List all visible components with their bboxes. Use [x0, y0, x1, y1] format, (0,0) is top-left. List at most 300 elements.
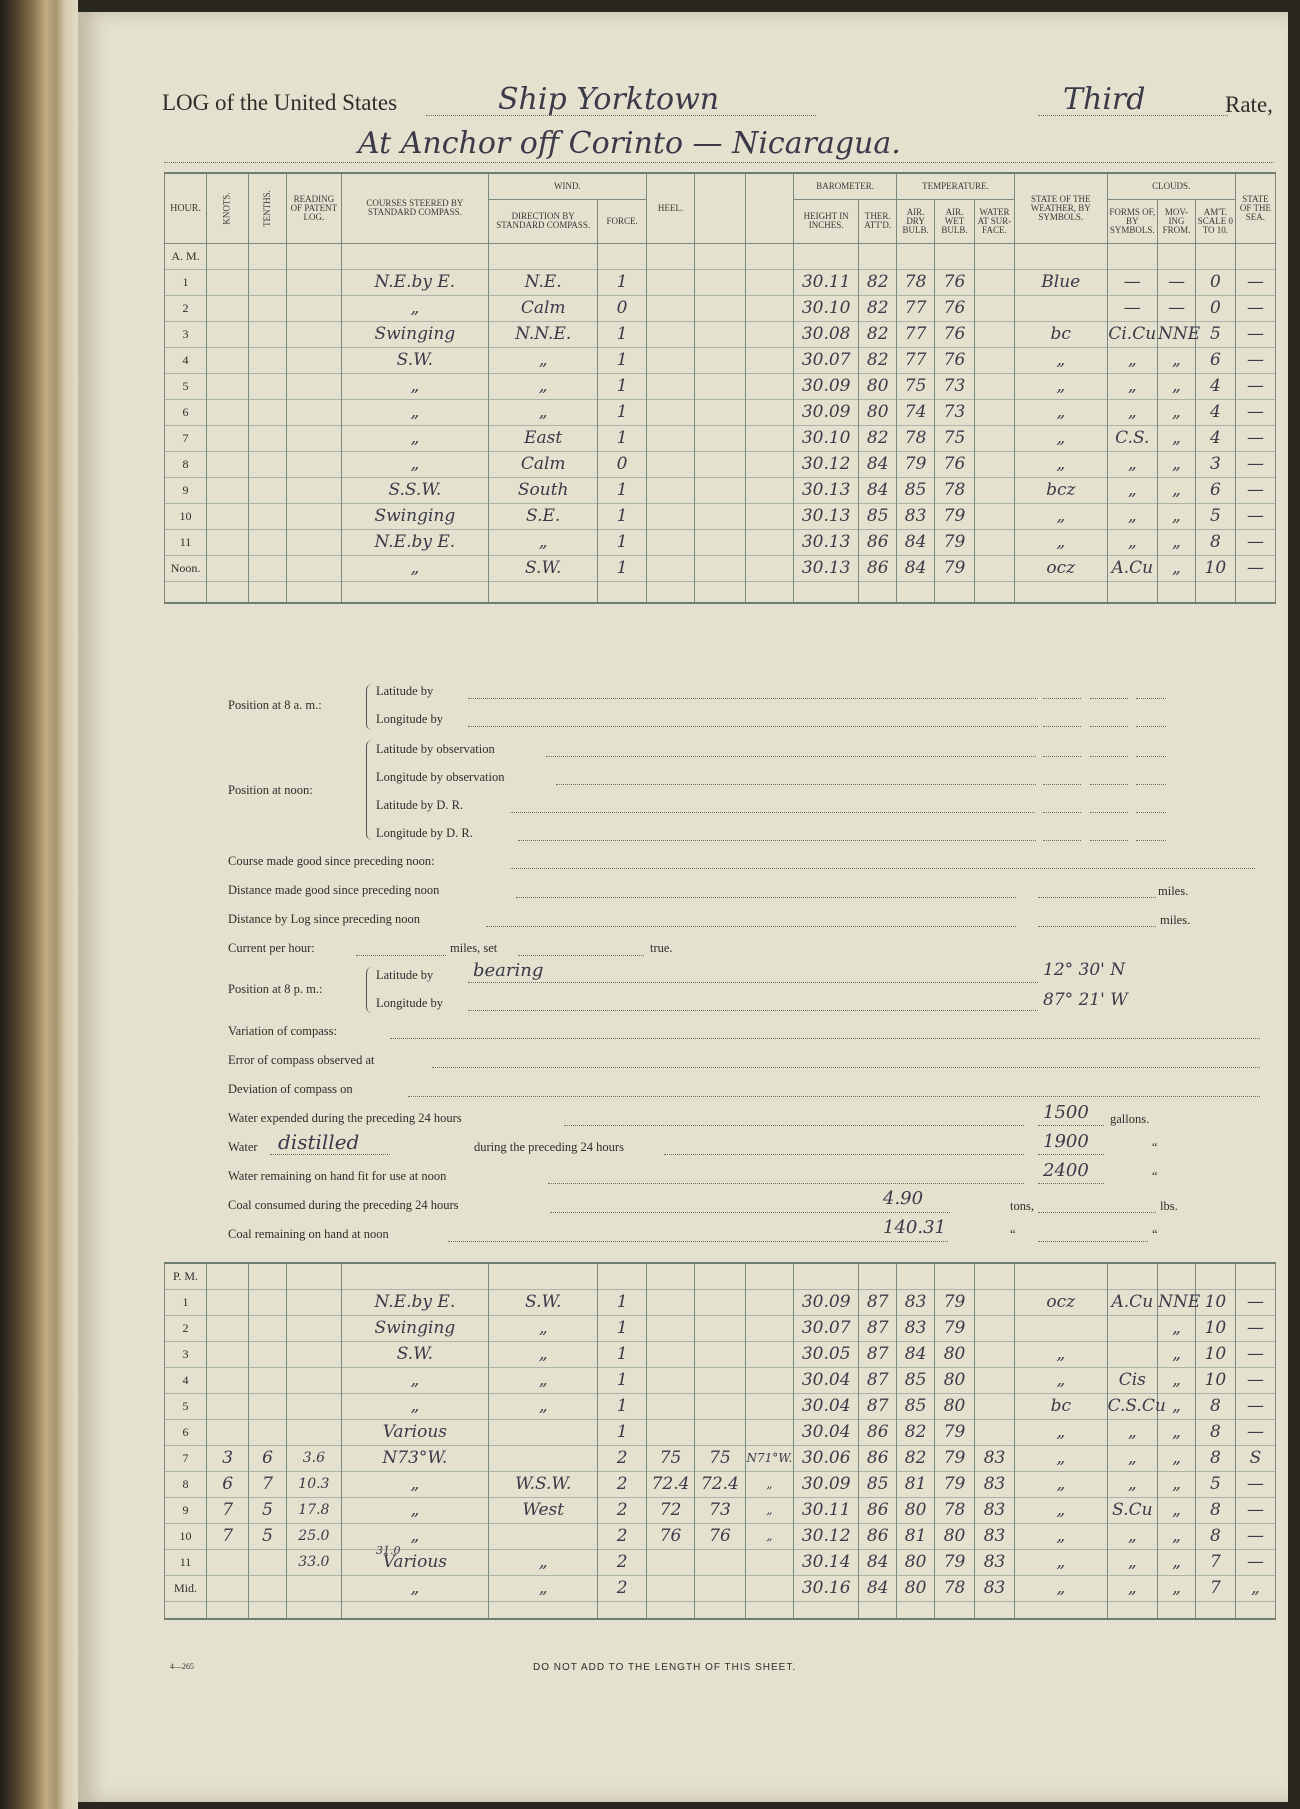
am-force-cell: 1: [598, 269, 646, 295]
pos-lat-8pm-value: 12° 30' N: [1043, 960, 1126, 980]
pm-ther-cell: 86: [859, 1523, 897, 1549]
pm-dry-cell: 85: [897, 1367, 935, 1393]
pm-weather-cell: „: [1015, 1445, 1108, 1471]
dotted-line: [556, 784, 1036, 785]
am-forms-cell: „: [1107, 373, 1157, 399]
am-log-table: [164, 172, 1276, 604]
pm-log-cell: [287, 1419, 342, 1445]
empty-cell: [249, 269, 287, 295]
empty-cell: [646, 269, 694, 295]
pm-h3-cell: [745, 1575, 793, 1601]
am-wind-cell: Calm: [488, 451, 597, 477]
pm-weather-cell: „: [1015, 1549, 1108, 1575]
pm-water-cell: [975, 1289, 1015, 1315]
am-bar-cell: 30.07: [794, 347, 859, 373]
pm-hour-cell: 2: [165, 1315, 207, 1341]
minute-blank: [1090, 726, 1128, 727]
degree-blank: [1043, 756, 1081, 757]
pm-dry-cell: 82: [897, 1445, 935, 1471]
am-forms-cell: —: [1107, 295, 1157, 321]
pos-course-good: Course made good since preceding noon:: [228, 854, 435, 868]
pm-tenths-cell: 5: [249, 1523, 287, 1549]
pm-force-cell: 2: [598, 1575, 646, 1601]
am-dry-cell: 78: [897, 425, 935, 451]
am-moving-cell: NNE: [1158, 321, 1196, 347]
pm-bar-cell: 30.04: [794, 1367, 859, 1393]
pm-dry-cell: 84: [897, 1341, 935, 1367]
pm-force-cell: 1: [598, 1419, 646, 1445]
pm-forms-cell: „: [1107, 1445, 1158, 1471]
pos-error: Error of compass observed at: [228, 1053, 375, 1067]
pos-long-dr: Longitude by D. R.: [376, 826, 473, 840]
pm-forms-cell: [1107, 1315, 1158, 1341]
am-ther-cell: 82: [859, 425, 897, 451]
am-sea-cell: —: [1235, 399, 1275, 425]
pm-course-cell: Various: [341, 1549, 488, 1575]
degree-blank: [1043, 784, 1081, 785]
pm-h1-cell: 72.4: [646, 1471, 694, 1497]
am-sea-cell: —: [1235, 425, 1275, 451]
dotted-line: [408, 1096, 1260, 1097]
pos-long-by: Longitude by: [376, 996, 444, 1010]
pm-amount-cell: 8: [1195, 1393, 1235, 1419]
pm-log-cell: 17.8: [287, 1497, 342, 1523]
pm-log-cell: 3.6: [287, 1445, 342, 1471]
am-wind-cell: Calm: [488, 295, 597, 321]
empty-cell: [249, 503, 287, 529]
am-wet-cell: 73: [935, 399, 975, 425]
empty-cell: [249, 425, 287, 451]
pm-amount-cell: 8: [1195, 1497, 1235, 1523]
am-bar-cell: 30.10: [794, 425, 859, 451]
empty-cell: [695, 503, 745, 529]
empty-cell: [287, 321, 342, 347]
empty-cell: [695, 477, 745, 503]
bracket: [366, 684, 373, 730]
am-wind-cell: East: [488, 425, 597, 451]
am-wind-cell: N.E.: [488, 269, 597, 295]
pos-long-by: Longitude by: [376, 712, 444, 726]
am-row: [165, 555, 1276, 581]
am-weather-cell: „: [1014, 425, 1107, 451]
pm-bar-cell: 30.14: [794, 1549, 859, 1575]
pm-log-cell: 10.3: [287, 1471, 342, 1497]
pm-h1-cell: [646, 1393, 694, 1419]
pm-h3-cell: [745, 1393, 793, 1419]
am-course-cell: „: [341, 295, 488, 321]
am-weather-cell: „: [1014, 451, 1107, 477]
am-force-cell: 1: [598, 373, 646, 399]
pos-coal-remaining: Coal remaining on hand at noon: [228, 1227, 389, 1241]
pm-weather-cell: „: [1015, 1497, 1108, 1523]
pm-hour-cell: 6: [165, 1419, 207, 1445]
col-sea: STATE OF THE SEA.: [1235, 173, 1275, 243]
pm-h2-cell: [695, 1393, 746, 1419]
am-forms-cell: Ci.Cu: [1107, 321, 1157, 347]
pm-wet-cell: 79: [935, 1549, 975, 1575]
am-amount-cell: 0: [1195, 269, 1235, 295]
pm-h2-cell: [695, 1549, 746, 1575]
pm-wet-cell: 79: [935, 1419, 975, 1445]
dotted-line: [518, 955, 644, 956]
am-weather-cell: [1014, 295, 1107, 321]
am-row: [165, 503, 1276, 529]
pm-dry-cell: 82: [897, 1419, 935, 1445]
am-force-cell: 0: [598, 295, 646, 321]
col-cloud-amount: AM'T. SCALE 0 TO 10.: [1195, 199, 1235, 243]
pm-moving-cell: „: [1158, 1315, 1196, 1341]
am-weather-cell: Blue: [1014, 269, 1107, 295]
am-hour-cell: 9: [165, 477, 207, 503]
pm-moving-cell: „: [1158, 1393, 1196, 1419]
am-row: [165, 269, 1276, 295]
empty-cell: [249, 451, 287, 477]
pm-h3-cell: [745, 1315, 793, 1341]
col-weather: STATE OF THE WEATHER, BY SYMBOLS.: [1014, 173, 1107, 243]
am-amount-cell: 6: [1195, 347, 1235, 373]
empty-cell: [695, 373, 745, 399]
pm-sea-cell: —: [1235, 1523, 1275, 1549]
am-bar-cell: 30.13: [794, 503, 859, 529]
am-amount-cell: 0: [1195, 295, 1235, 321]
pm-knots-cell: [207, 1393, 249, 1419]
pm-h1-cell: [646, 1367, 694, 1393]
am-forms-cell: „: [1107, 399, 1157, 425]
pm-h1-cell: 76: [646, 1523, 694, 1549]
empty-cell: [207, 295, 249, 321]
pm-course-cell: N.E.by E.: [341, 1289, 488, 1315]
empty-cell: [646, 477, 694, 503]
pos-lat-8pm-method: bearing: [473, 960, 544, 981]
pm-force-cell: 2: [598, 1471, 646, 1497]
empty-cell: [695, 529, 745, 555]
am-dry-cell: 85: [897, 477, 935, 503]
am-course-cell: N.E.by E.: [341, 529, 488, 555]
am-sea-cell: —: [1235, 503, 1275, 529]
minute-blank: [1090, 840, 1128, 841]
pm-tenths-cell: 7: [249, 1471, 287, 1497]
pm-h2-cell: [695, 1419, 746, 1445]
am-weather-cell: bcz: [1014, 477, 1107, 503]
am-hour-cell: Noon.: [165, 555, 207, 581]
empty-cell: [249, 295, 287, 321]
degree-blank: [1043, 812, 1081, 813]
am-force-cell: 0: [598, 451, 646, 477]
am-amount-cell: 3: [1195, 451, 1235, 477]
empty-cell: [207, 373, 249, 399]
dotted-line: [510, 868, 1255, 869]
pos-lat-by: Latitude by: [376, 968, 434, 982]
empty-cell: [207, 555, 249, 581]
degree-blank: [1043, 726, 1081, 727]
pm-hour-cell: 11: [165, 1549, 207, 1575]
pos-ditto: “: [1152, 1169, 1158, 1183]
dotted-line: [564, 1125, 1024, 1126]
pm-sea-cell: —: [1235, 1341, 1275, 1367]
col-temperature: TEMPERATURE.: [897, 173, 1015, 199]
pm-log-note: 31.0: [376, 1544, 401, 1557]
empty-cell: [974, 399, 1014, 425]
minute-blank: [1090, 812, 1128, 813]
am-moving-cell: „: [1158, 373, 1196, 399]
pm-wind-cell: [489, 1445, 598, 1471]
empty-cell: [207, 451, 249, 477]
pm-h2-cell: [695, 1575, 746, 1601]
pm-forms-cell: „: [1107, 1549, 1158, 1575]
am-moving-cell: „: [1158, 399, 1196, 425]
pos-noon-label: Position at noon:: [228, 783, 313, 797]
pm-hour-cell: 3: [165, 1341, 207, 1367]
am-forms-cell: „: [1107, 347, 1157, 373]
pos-gallons: gallons.: [1110, 1112, 1150, 1126]
am-hour-cell: 8: [165, 451, 207, 477]
pm-row: [165, 1315, 1276, 1341]
pos-water-distilled-val: 1900: [1043, 1131, 1089, 1152]
pm-tenths-cell: [249, 1575, 287, 1601]
degree-blank: [1043, 698, 1081, 699]
am-moving-cell: „: [1158, 503, 1196, 529]
second-blank: [1136, 812, 1166, 813]
bracket: [366, 967, 373, 1013]
pm-hour-cell: 4: [165, 1367, 207, 1393]
am-wet-cell: 76: [935, 451, 975, 477]
empty-cell: [695, 425, 745, 451]
pm-course-cell: „: [341, 1575, 488, 1601]
pos-coal-consumed: Coal consumed during the preceding 24 hours: [228, 1198, 459, 1212]
am-forms-cell: „: [1107, 503, 1157, 529]
empty-cell: [974, 503, 1014, 529]
am-hour-cell: 10: [165, 503, 207, 529]
empty-cell: [745, 347, 793, 373]
pm-h2-cell: 75: [695, 1445, 746, 1471]
pos-long-obs: Longitude by observation: [376, 770, 505, 784]
pm-course-cell: „: [341, 1393, 488, 1419]
am-row: [165, 399, 1276, 425]
dotted-line: [1038, 897, 1156, 898]
empty-cell: [249, 477, 287, 503]
empty-cell: [249, 399, 287, 425]
pm-forms-cell: „: [1107, 1523, 1158, 1549]
pm-knots-cell: 7: [207, 1497, 249, 1523]
pm-wind-cell: S.W.: [489, 1289, 598, 1315]
pm-amount-cell: 10: [1195, 1367, 1235, 1393]
empty-cell: [249, 373, 287, 399]
am-moving-cell: —: [1158, 295, 1196, 321]
pm-knots-cell: [207, 1315, 249, 1341]
pm-tenths-cell: [249, 1367, 287, 1393]
pm-h1-cell: [646, 1419, 694, 1445]
empty-cell: [646, 347, 694, 373]
am-course-cell: „: [341, 425, 488, 451]
dotted-line: [1038, 1154, 1104, 1155]
am-moving-cell: —: [1158, 269, 1196, 295]
pm-wet-cell: 78: [935, 1497, 975, 1523]
dotted-line: [468, 698, 1038, 699]
pm-wind-cell: „: [489, 1575, 598, 1601]
dotted-line: [448, 1241, 948, 1242]
am-ther-cell: 85: [859, 503, 897, 529]
pos-long-8pm-value: 87° 21' W: [1043, 990, 1128, 1010]
dotted-line: [548, 1183, 1024, 1184]
pm-tenths-cell: 6: [249, 1445, 287, 1471]
am-ther-cell: 86: [859, 555, 897, 581]
col-patent-log: READING OF PATENT LOG.: [287, 173, 342, 243]
am-ther-cell: 82: [859, 321, 897, 347]
am-amount-cell: 8: [1195, 529, 1235, 555]
am-sea-cell: —: [1235, 295, 1275, 321]
am-dry-cell: 75: [897, 373, 935, 399]
col-barometer: BAROMETER.: [794, 173, 897, 199]
pm-forms-cell: A.Cu: [1107, 1289, 1158, 1315]
pm-bar-cell: 30.11: [794, 1497, 859, 1523]
empty-cell: [646, 321, 694, 347]
pm-force-cell: 1: [598, 1315, 646, 1341]
pm-log-cell: [287, 1393, 342, 1419]
empty-cell: [287, 269, 342, 295]
col-air-wet: AIR. WET BULB.: [935, 199, 975, 243]
am-forms-cell: „: [1107, 477, 1157, 503]
empty-cell: [207, 503, 249, 529]
pm-amount-cell: 8: [1195, 1419, 1235, 1445]
pm-sea-cell: —: [1235, 1289, 1275, 1315]
rate-suffix: Rate,: [1225, 92, 1273, 117]
pos-water-expended-val: 1500: [1043, 1102, 1089, 1123]
empty-cell: [974, 555, 1014, 581]
pm-wet-cell: 80: [935, 1523, 975, 1549]
pm-amount-cell: 8: [1195, 1523, 1235, 1549]
am-ther-cell: 86: [859, 529, 897, 555]
pm-bar-cell: 30.04: [794, 1393, 859, 1419]
empty-cell: [646, 503, 694, 529]
am-wet-cell: 79: [935, 529, 975, 555]
empty-cell: [207, 321, 249, 347]
empty-cell: [207, 399, 249, 425]
empty-cell: [646, 529, 694, 555]
am-course-cell: Swinging: [341, 321, 488, 347]
empty-cell: [695, 347, 745, 373]
empty-cell: [646, 295, 694, 321]
pos-water-label: Water: [228, 1140, 258, 1154]
pm-sea-cell: —: [1235, 1315, 1275, 1341]
am-wind-cell: S.E.: [488, 503, 597, 529]
pm-bar-cell: 30.05: [794, 1341, 859, 1367]
pm-row: [165, 1471, 1276, 1497]
pm-knots-cell: 6: [207, 1471, 249, 1497]
pm-ther-cell: 87: [859, 1393, 897, 1419]
am-ther-cell: 82: [859, 347, 897, 373]
pm-h2-cell: 76: [695, 1523, 746, 1549]
pm-ther-cell: 87: [859, 1341, 897, 1367]
am-weather-cell: „: [1014, 503, 1107, 529]
am-wet-cell: 76: [935, 295, 975, 321]
pm-h3-cell: N71°W.: [745, 1445, 793, 1471]
pos-distance-log: Distance by Log since preceding noon: [228, 912, 420, 926]
am-bar-cell: 30.09: [794, 399, 859, 425]
pm-ther-cell: 87: [859, 1289, 897, 1315]
am-moving-cell: „: [1158, 347, 1196, 373]
pm-force-cell: 1: [598, 1341, 646, 1367]
am-wet-cell: 79: [935, 555, 975, 581]
empty-cell: [745, 529, 793, 555]
dotted-line: [516, 897, 1016, 898]
pm-moving-cell: „: [1158, 1497, 1196, 1523]
empty-cell: [207, 529, 249, 555]
pm-sea-cell: S: [1235, 1445, 1275, 1471]
empty-cell: [249, 321, 287, 347]
am-ther-cell: 80: [859, 373, 897, 399]
second-blank: [1136, 840, 1166, 841]
location: At Anchor off Corinto — Nicaragua.: [358, 126, 901, 161]
col-heel: HEEL.: [646, 173, 694, 243]
pm-wind-cell: „: [489, 1367, 598, 1393]
pm-wind-cell: [489, 1523, 598, 1549]
am-sea-cell: —: [1235, 529, 1275, 555]
pm-wind-cell: „: [489, 1549, 598, 1575]
empty-cell: [207, 425, 249, 451]
am-bar-cell: 30.13: [794, 555, 859, 581]
pm-h1-cell: [646, 1549, 694, 1575]
am-dry-cell: 77: [897, 295, 935, 321]
pm-tenths-cell: [249, 1549, 287, 1575]
col-wind-force: FORCE.: [598, 199, 646, 243]
col-water-surface: WATER AT SUR-FACE.: [974, 199, 1014, 243]
am-ther-cell: 84: [859, 451, 897, 477]
pm-h3-cell: [745, 1419, 793, 1445]
pm-h3-cell: [745, 1549, 793, 1575]
am-course-cell: Swinging: [341, 503, 488, 529]
pm-moving-cell: „: [1158, 1575, 1196, 1601]
am-force-cell: 1: [598, 529, 646, 555]
pm-weather-cell: „: [1015, 1575, 1108, 1601]
pm-tenths-cell: [249, 1393, 287, 1419]
am-hour-cell: 1: [165, 269, 207, 295]
ship-rate: Third: [1063, 82, 1146, 117]
dotted-line: [468, 982, 1038, 983]
pm-hour-cell: 5: [165, 1393, 207, 1419]
pm-row: [165, 1549, 1276, 1575]
pos-water-remaining-val: 2400: [1043, 1160, 1089, 1181]
pos-distance-good: Distance made good since preceding noon: [228, 883, 440, 897]
pm-dry-cell: 83: [897, 1315, 935, 1341]
am-course-cell: „: [341, 373, 488, 399]
empty-cell: [695, 321, 745, 347]
second-blank: [1136, 726, 1166, 727]
pm-moving-cell: NNE: [1158, 1289, 1196, 1315]
am-ther-cell: 82: [859, 295, 897, 321]
bracket: [366, 740, 373, 840]
am-force-cell: 1: [598, 347, 646, 373]
col-baro-ther: THER. ATT'D.: [859, 199, 897, 243]
am-wind-cell: „: [488, 347, 597, 373]
empty-cell: [646, 555, 694, 581]
pos-water-remaining: Water remaining on hand fit for use at noon: [228, 1169, 447, 1183]
empty-cell: [287, 555, 342, 581]
am-hour-cell: 5: [165, 373, 207, 399]
am-moving-cell: „: [1158, 451, 1196, 477]
pm-ther-cell: 86: [859, 1497, 897, 1523]
pos-true: true.: [650, 941, 673, 955]
empty-cell: [287, 347, 342, 373]
am-ther-cell: 84: [859, 477, 897, 503]
dotted-line: [1038, 1212, 1156, 1213]
pm-moving-cell: „: [1158, 1549, 1196, 1575]
pos-tons: tons,: [1010, 1199, 1034, 1213]
pm-h3-cell: [745, 1367, 793, 1393]
pm-weather-cell: ocz: [1015, 1289, 1108, 1315]
empty-cell: [745, 477, 793, 503]
am-sea-cell: —: [1235, 347, 1275, 373]
am-wind-cell: „: [488, 529, 597, 555]
